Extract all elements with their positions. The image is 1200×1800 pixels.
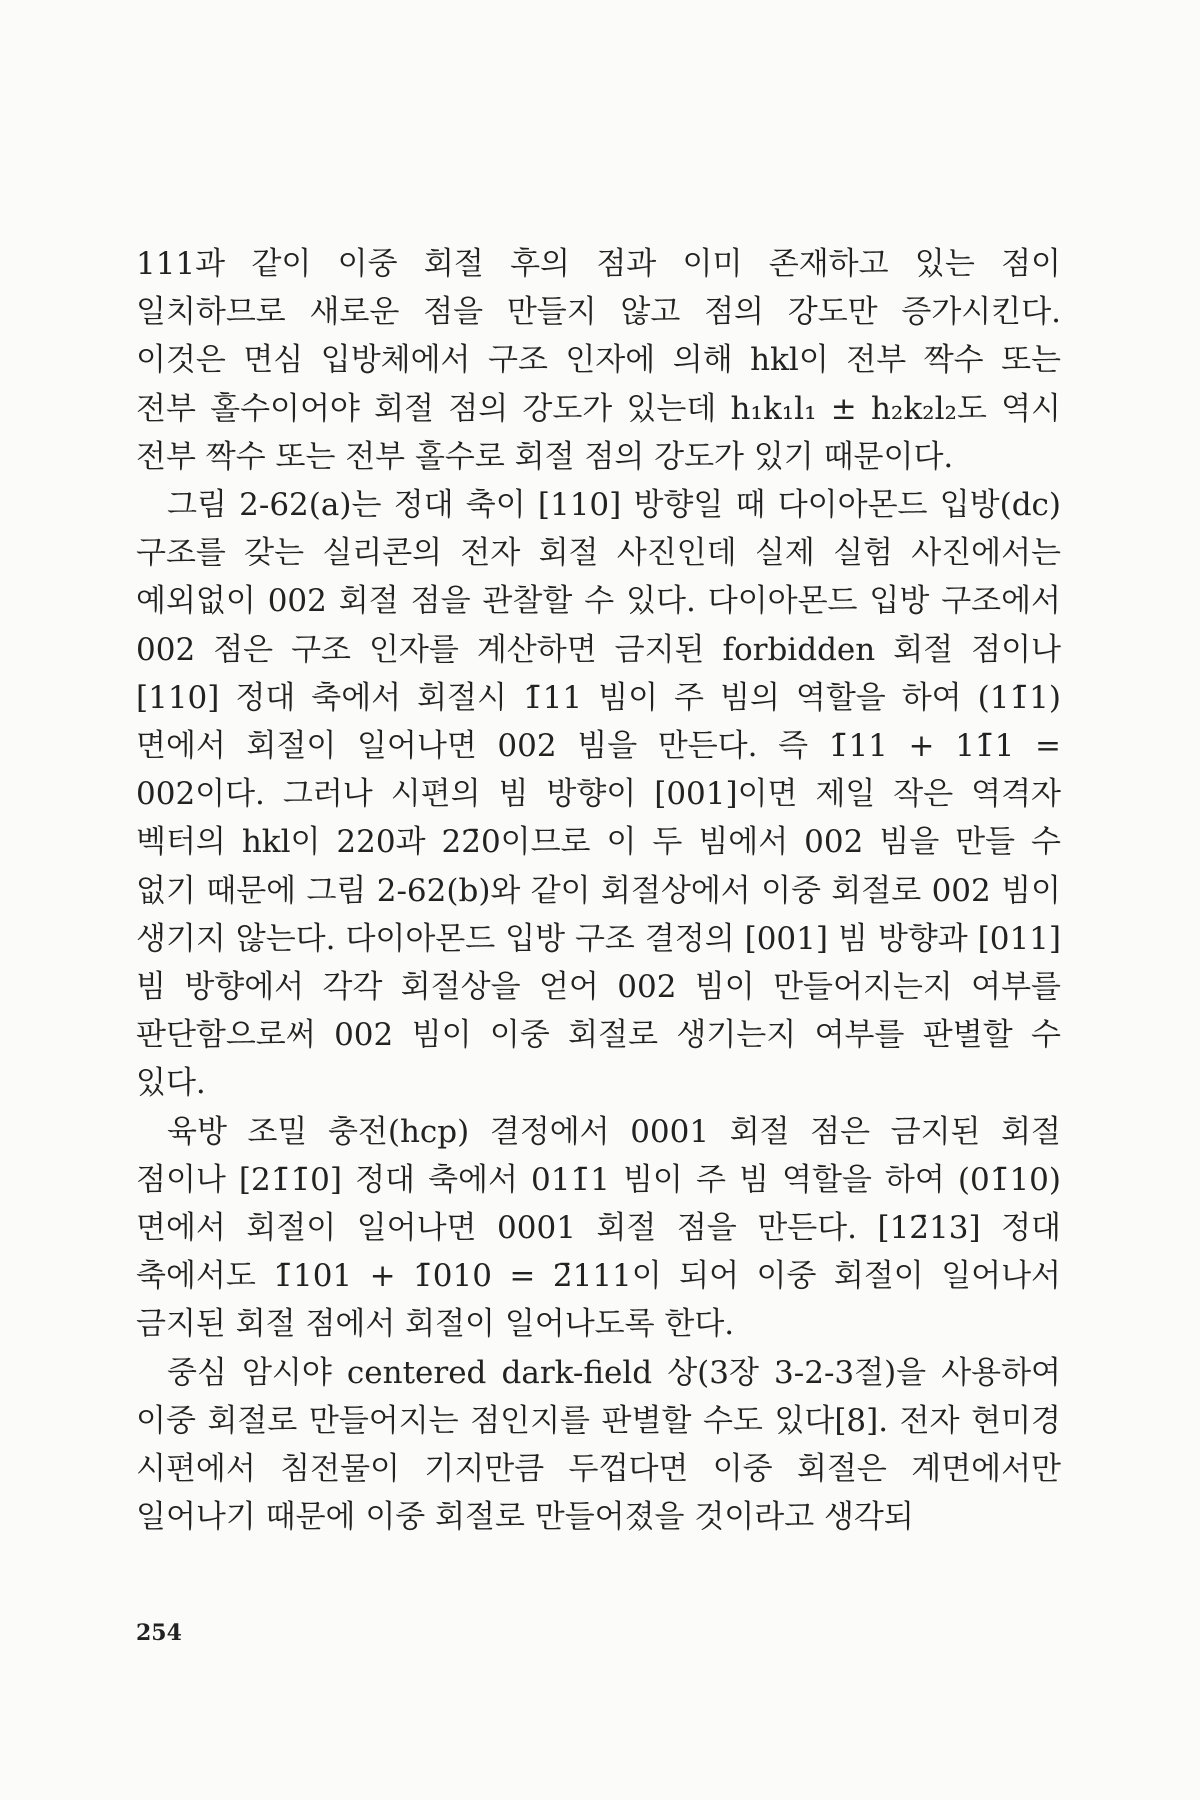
- paragraph-3: 육방 조밀 충전(hcp) 결정에서 0001 회절 점은 금지된 회절 점이나 [21̄1̄0] 정대 축에서 011̄1 빔이 주 빔 역할을 하여 (01̄10) 면에서 회절이 일어나면 0001 회절 점을 만든다. [12̄13] 정대 축에서도 1̄101 + 1̄010 = 2̄111이 되어 이중 회절이 일어나서 금지된 회절 점에서 회절이 일어나도록 한다.: [136, 1113, 1061, 1343]
- page-number: 254: [136, 1620, 182, 1646]
- paragraph-4: 중심 암시야 centered dark-field 상(3장 3-2-3절)을 사용하여 이중 회절로 만들어지는 점인지를 판별할 수도 있다[8]. 전자 현미경 시편에서 침전물이 기지만큼 두껍다면 이중 회절은 계면에서만 일어나기 때문에 이중 회절로 만들어졌을 것이라고 생각되: [136, 1354, 1061, 1536]
- paragraph-2: 그림 2-62(a)는 정대 축이 [110] 방향일 때 다이아몬드 입방(dc) 구조를 갖는 실리콘의 전자 회절 사진인데 실제 실험 사진에서는 예외없이 002 회절 점을 관찰할 수 있다. 다이아몬드 입방 구조에서 002 점은 구조 인자를 계산하면 금지된 forbidden 회절 점이나 [110] 정대 축에서 회절시 1̄11 빔이 주 빔의 역할을 하여 (11̄1) 면에서 회절이 일어나면 002 빔을 만든다. 즉 1̄11 + 11̄1 = 002이다. 그러나 시편의 빔 방향이 [001]이면 제일 작은 역격자 벡터의 hkl이 220과 22̄0이므로 이 두 빔에서 002 빔을 만들 수 없기 때문에 그림 2-62(b)와 같이 회절상에서 이중 회절로 002 빔이 생기지 않는다. 다이아몬드 입방 구조 결정의 [001] 빔 방향과 [011] 빔 방향에서 각각 회절상을 얻어 002 빔이 만들어지는지 여부를 판단함으로써 002 빔이 이중 회절로 생기는지 여부를 판별할 수 있다.: [136, 487, 1061, 1102]
- paragraph-1: 111과 같이 이중 회절 후의 점과 이미 존재하고 있는 점이 일치하므로 새로운 점을 만들지 않고 점의 강도만 증가시킨다. 이것은 면심 입방체에서 구조 인자에 의해 hkl이 전부 짝수 또는 전부 홀수이어야 회절 점의 강도가 있는데 h₁k₁l₁ ± h₂k₂l₂도 역시 전부 짝수 또는 전부 홀수로 회절 점의 강도가 있기 때문이다.: [136, 246, 1061, 475]
- body-text: [136, 240, 1061, 1541]
